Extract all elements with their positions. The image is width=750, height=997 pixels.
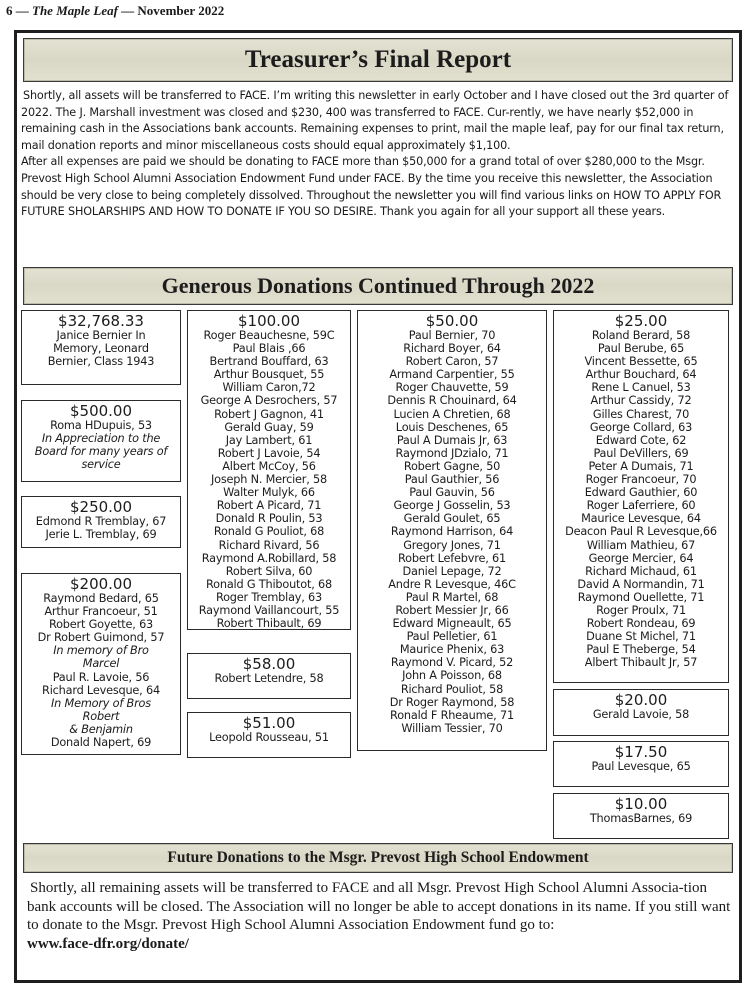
donor-name: Roland Berard, 58 [591, 329, 691, 342]
donor-name: Richard Michaud, 61 [585, 564, 697, 578]
report-paragraph-2: After all expenses are paid we should be donating to FACE more than $50,000 for a grand total of over $280,000 to the Msgr. Prevost High School Alumni Association Endowment Fund under FACE. By the time you receive this newsletter, the Association should be very close to being completely dissolved. Throughout the newsletter you will find various links on HOW TO APPLY FOR FUTURE SHOLARSHIPS AND HOW TO DONATE IF YOU SO DESIRE. Thank you again for all your support all these years. [21, 155, 722, 219]
donor-name: Paul Pelletier, 61 [406, 630, 498, 644]
donor-name: Lucien A Chretien, 68 [393, 407, 511, 421]
donor-name: Richard Levesque, 64 [42, 683, 160, 697]
donation-box [187, 712, 351, 758]
donor-name: Paul A Dumais Jr, 63 [396, 433, 508, 447]
separator: — [121, 3, 135, 18]
donor-name: Robert Messier Jr, 66 [395, 603, 509, 617]
donor-name: Paul Berube, 65 [597, 342, 685, 356]
donation-amount: $10.00 [614, 795, 668, 813]
donation-box [553, 689, 729, 736]
donation-note: & Benjamin [69, 722, 133, 736]
donor-name: Ronald G Pouliot, 68 [213, 525, 325, 539]
report-paragraph-1: Shortly, all assets will be transferred to FACE. I’m writing this newsletter in early October and I have closed out the 3rd quarter of 2022. The J. Marshall investment was closed and $230, 400 was transferred to FACE. Cur-rently, we have nearly $52,000 in remaining cash in the Associations bank accounts. Remaining expenses to print, mail the maple leaf, pay for our final tax return, mail donation reports and minor miscellaneous costs should equal approximately $1,100. [21, 89, 729, 152]
donor-name: Paul Gauthier, 56 [404, 473, 500, 487]
donation-box [553, 741, 729, 787]
donor-name: Louis Deschenes, 65 [395, 420, 509, 434]
donor-name: Raymond V. Picard, 52 [390, 656, 514, 670]
donor-name: Edward Migneault, 65 [392, 617, 512, 631]
future-donations-text: Shortly, all remaining assets will be transferred to FACE and all Msgr. Prevost High School Alumni Associa-tion bank accounts will be closed. The Association will no longer be able to accept donations in its name. If you still want to donate to the Msgr. Prevost High School Alumni Association Endowment fund go to: [27, 880, 731, 933]
donor-name: Richard Pouliot, 58 [400, 682, 504, 696]
donor-name: Vincent Bessette, 65 [584, 355, 698, 369]
donor-name: George Collard, 63 [589, 420, 693, 434]
donor-name: Peter A Dumais, 71 [588, 459, 694, 473]
donation-box [21, 310, 181, 385]
donor-name: Roma HDupuis, 53 [50, 419, 152, 432]
donor-name: Paul R. Lavoie, 56 [52, 670, 150, 684]
donor-name: Arthur Bouchard, 64 [585, 368, 697, 382]
donor-name: John A Poisson, 68 [402, 669, 502, 683]
donor-name: Robert Lefebvre, 61 [398, 551, 506, 565]
donation-amount: $100.00 [237, 312, 301, 330]
donor-name: Ronald F Rheaume, 71 [390, 708, 514, 722]
donation-amount: $32,768.33 [58, 312, 144, 330]
donor-name: Raymond Bedard, 65 [43, 592, 159, 605]
donation-note: Marcel [82, 657, 120, 671]
donor-name: Arthur Francoeur, 51 [44, 605, 158, 619]
donor-name: George A Desrochers, 57 [200, 394, 338, 408]
donation-amount: $25.00 [614, 312, 668, 330]
donation-amount: $200.00 [69, 575, 133, 593]
donations-title: Generous Donations Continued Through 2022 [23, 267, 733, 305]
donor-name: Jay Lambert, 61 [225, 433, 313, 447]
donation-box [21, 496, 181, 548]
donor-name: Paul R Martel, 68 [405, 590, 499, 604]
donation-box [553, 793, 729, 839]
donation-note: Robert [82, 709, 120, 723]
donor-name: William Caron,72 [222, 381, 316, 395]
donor-name: Donald Napert, 69 [50, 736, 152, 750]
donation-amount: $17.50 [614, 743, 668, 761]
donation-amount: $51.00 [242, 714, 296, 732]
donate-link[interactable]: www.face-dfr.org/donate/ [27, 935, 189, 952]
donor-name: Paul DeVillers, 69 [593, 446, 689, 460]
donor-name: Memory, Leonard [53, 342, 149, 356]
donor-name: Daniel Lepage, 72 [402, 564, 502, 578]
donation-amount: $20.00 [614, 691, 668, 709]
donor-name: Robert Thibault, 69 [216, 617, 322, 631]
donation-box [187, 653, 351, 699]
donor-name: Roger Francoeur, 70 [585, 473, 697, 487]
donor-name: Edmond R Tremblay, 67 [35, 515, 167, 528]
donor-name: Dr Roger Raymond, 58 [389, 695, 515, 709]
donor-name: Robert Gagne, 50 [403, 459, 501, 473]
donation-note: service [81, 458, 121, 472]
donor-name: Paul Blais ,66 [232, 342, 306, 356]
donor-name: Bertrand Bouffard, 63 [209, 355, 329, 369]
donor-name: Richard Boyer, 64 [403, 342, 501, 356]
donor-name: Raymond Harrison, 64 [390, 525, 514, 539]
donor-name: Gerald Lavoie, 58 [592, 708, 690, 721]
donor-name: ThomasBarnes, 69 [589, 812, 693, 825]
donor-name: Walter Mulyk, 66 [223, 486, 315, 500]
donor-name: Joseph N. Mercier, 58 [210, 473, 328, 487]
donor-name: Robert J Lavoie, 54 [217, 446, 321, 460]
donation-amount: $250.00 [69, 498, 133, 516]
donor-name: Robert J Gagnon, 41 [214, 407, 324, 421]
donor-name: Robert Caron, 57 [405, 355, 499, 369]
separator: — [15, 3, 29, 18]
donor-name: William Mathieu, 67 [586, 538, 696, 552]
donation-note: In memory of Bro [53, 644, 149, 658]
report-body [21, 88, 737, 221]
future-donations-title: Future Donations to the Msgr. Prevost High School Endowment [23, 843, 733, 873]
donor-name: Raymond A.Robillard, 58 [201, 551, 337, 565]
donor-name: Paul E Theberge, 54 [586, 643, 696, 657]
donor-name: Janice Bernier In [56, 329, 146, 342]
donation-amount: $500.00 [69, 402, 133, 420]
donor-name: Paul Levesque, 65 [591, 760, 691, 773]
donor-name: Arthur Cassidy, 72 [590, 394, 692, 408]
donor-name: Duane St Michel, 71 [586, 630, 696, 644]
donation-amount: $58.00 [242, 655, 296, 673]
running-header [6, 3, 224, 19]
donor-name: Albert Thibault Jr, 57 [584, 656, 698, 670]
donor-name: Roger Chauvette, 59 [395, 381, 509, 395]
donor-name: Paul Bernier, 70 [408, 329, 496, 342]
donor-name: Dr Robert Guimond, 57 [37, 631, 165, 645]
donor-name: Richard Rivard, 56 [218, 538, 320, 552]
donor-name: Jerie L. Tremblay, 69 [45, 528, 157, 542]
donor-name: Edward Gauthier, 60 [584, 486, 698, 500]
donor-name: Gerald Guay, 59 [224, 420, 314, 434]
donor-name: Donald R Poulin, 53 [215, 512, 323, 526]
donor-name: Gregory Jones, 71 [403, 538, 501, 552]
donation-box [187, 310, 351, 630]
donor-name: George J Gosselin, 53 [393, 499, 511, 513]
donor-name: Gilles Charest, 70 [592, 407, 690, 421]
donor-name: Raymond Ouellette, 71 [577, 590, 705, 604]
donor-name: David A Normandin, 71 [577, 577, 705, 591]
donor-name: Roger Laferriere, 60 [586, 499, 696, 513]
donor-name: Roger Beauchesne, 59C [203, 329, 335, 342]
donor-name: Robert Letendre, 58 [214, 672, 324, 685]
donor-name: Bernier, Class 1943 [47, 355, 155, 369]
publication-name: The Maple Leaf [32, 3, 118, 18]
donor-name: Albert McCoy, 56 [222, 459, 316, 473]
donor-name: Roger Tremblay, 63 [215, 590, 323, 604]
donor-name: Robert Goyette, 63 [48, 618, 154, 632]
donation-box [21, 573, 181, 755]
donor-name: Maurice Levesque, 64 [581, 512, 701, 526]
donor-name: Andre R Levesque, 46C [388, 577, 516, 591]
donation-note: Board for many years of [34, 445, 168, 459]
donation-amount: $50.00 [425, 312, 479, 330]
donor-name: Leopold Rousseau, 51 [209, 731, 329, 744]
donor-name: Arthur Bousquet, 55 [213, 368, 325, 382]
donor-name: Roger Proulx, 71 [596, 603, 686, 617]
donor-name: Maurice Phenix, 63 [399, 643, 505, 657]
donor-name: Ronald G Thiboutot, 68 [206, 577, 332, 591]
donor-name: Raymond JDzialo, 71 [395, 446, 509, 460]
donation-box [357, 310, 547, 751]
donor-name: Rene L Canuel, 53 [591, 381, 691, 395]
donor-name: Robert Silva, 60 [225, 564, 313, 578]
donor-name: George Mercier, 64 [588, 551, 694, 565]
future-donations-body [27, 879, 733, 953]
donor-name: Edward Cote, 62 [595, 433, 687, 447]
donation-note: In Memory of Bros [51, 696, 151, 710]
donor-name: Robert Rondeau, 69 [586, 617, 696, 631]
issue-date: November 2022 [137, 3, 225, 18]
donor-name: William Tessier, 70 [401, 721, 503, 735]
donor-name: Armand Carpentier, 55 [389, 368, 515, 382]
article-frame [14, 30, 742, 983]
donation-box [21, 400, 181, 482]
donor-name: Gerald Goulet, 65 [403, 512, 501, 526]
report-title: Treasurer’s Final Report [23, 38, 733, 82]
donor-name: Raymond Vaillancourt, 55 [198, 603, 340, 617]
donation-box [553, 310, 729, 683]
donation-note: In Appreciation to the [41, 432, 161, 446]
donor-name: Deacon Paul R Levesque,66 [565, 525, 717, 539]
donor-name: Dennis R Chouinard, 64 [387, 394, 517, 408]
page-number: 6 [6, 3, 13, 18]
donor-name: Paul Gauvin, 56 [409, 486, 495, 500]
donor-name: Robert A Picard, 71 [216, 499, 322, 513]
